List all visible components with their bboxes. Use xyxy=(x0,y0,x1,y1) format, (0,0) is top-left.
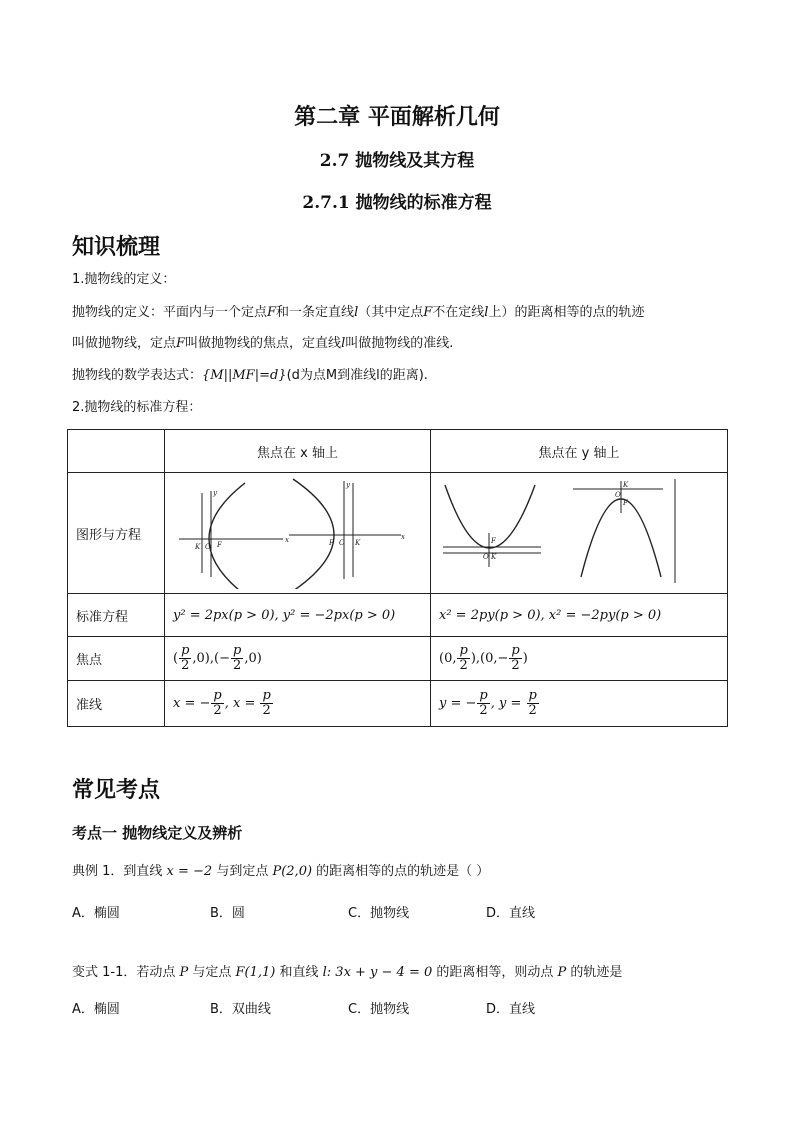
definition-line1: 抛物线的定义：平面内与一个定点F和一条定直线l（其中定点F不在定线l上）的距离相等的点的轨迹 xyxy=(72,305,645,320)
var1-option-a: A．椭圆 xyxy=(72,1002,120,1017)
row-label-graph: 图形与方程 xyxy=(68,473,165,594)
label-x-2: x xyxy=(401,533,405,541)
label-K-3: K xyxy=(491,553,497,561)
graph-x-axis xyxy=(165,473,431,594)
exam-heading: 常见考点 xyxy=(72,778,161,803)
parabola-y-axis-figures xyxy=(431,473,727,589)
directrix-y: y = − $\frac{p}{2}$ , y = $\frac{p}{2}$ xyxy=(431,681,728,727)
ex1-option-c: C．抛物线 xyxy=(348,906,410,921)
graph-y-axis xyxy=(431,473,728,594)
parabola-right xyxy=(209,483,245,589)
label-O-4: O xyxy=(615,491,621,499)
item2-title: 2.抛物线的标准方程： xyxy=(72,400,202,415)
label-F: F xyxy=(217,541,222,549)
var1-option-d: D．直线 xyxy=(486,1002,536,1017)
label-F-2: F xyxy=(329,539,334,547)
parabola-up xyxy=(445,485,535,548)
ex1-option-a: A．椭圆 xyxy=(72,906,120,921)
label-O-2: O xyxy=(339,539,345,547)
label-O-3: O xyxy=(483,553,489,561)
exam-point-1: 考点一 抛物线定义及辨析 xyxy=(72,824,243,842)
row-label-directrix: 准线 xyxy=(68,681,165,727)
parabola-x-axis-figures xyxy=(165,473,430,589)
variant-1-1: 变式 1-1．若动点 P 与定点 F(1,1) 和直线 l: 3x + y − 4 = 0 的距离相等，则动点 P 的轨迹是 xyxy=(72,965,623,980)
std-eq-x: y² = 2px(p > 0), y² = −2px(p > 0) xyxy=(165,594,431,637)
header-y-axis: 焦点在 y 轴上 xyxy=(431,430,728,473)
focus-y: (0, $\frac{p}{2}$ ),(0,− $\frac{p}{2}$ ) xyxy=(431,637,728,681)
var1-option-b: B．双曲线 xyxy=(210,1002,271,1017)
std-eq-y: x² = 2py(p > 0), x² = −2py(p > 0) xyxy=(431,594,728,637)
item1-title: 1.抛物线的定义： xyxy=(72,272,176,287)
header-x-axis: 焦点在 x 轴上 xyxy=(165,430,431,473)
parabola-left xyxy=(293,479,334,589)
row-label-standard: 标准方程 xyxy=(68,594,165,637)
label-K: K xyxy=(195,543,201,551)
math-expression: 抛物线的数学表达式：{M||MF|=d}(d为点M到准线l的距离). xyxy=(72,368,428,383)
table-corner xyxy=(68,430,165,473)
knowledge-heading: 知识梳理 xyxy=(72,235,161,260)
definition-line2: 叫做抛物线，定点F叫做抛物线的焦点，定直线l叫做抛物线的准线. xyxy=(72,336,454,351)
label-y: y xyxy=(213,489,217,497)
example-1: 典例 1．到直线 x = −2 与到定点 P(2,0) 的距离相等的点的轨迹是（ ） xyxy=(72,864,490,879)
directrix-x: x = − $\frac{p}{2}$ , x = $\frac{p}{2}$ xyxy=(165,681,431,727)
var1-option-c: C．抛物线 xyxy=(348,1002,410,1017)
label-F-4: F xyxy=(623,499,628,507)
label-K-2: K xyxy=(355,539,361,547)
ex1-option-d: D．直线 xyxy=(486,906,536,921)
label-K-4: K xyxy=(623,481,629,489)
chapter-title: 第二章 平面解析几何 xyxy=(294,104,500,130)
label-x: x xyxy=(285,536,289,544)
label-y-2: y xyxy=(346,481,350,489)
label-F-3: F xyxy=(491,537,496,545)
section-title: 2.7 抛物线及其方程 xyxy=(319,151,475,171)
label-O: O xyxy=(205,543,211,551)
focus-x: ( $\frac{p}{2}$ ,0),(− $\frac{p}{2}$ ,0) xyxy=(165,637,431,681)
ex1-option-b: B．圆 xyxy=(210,906,245,921)
subsection-title: 2.7.1 抛物线的标准方程 xyxy=(302,193,492,213)
standard-equation-table xyxy=(67,429,728,727)
row-label-focus: 焦点 xyxy=(68,637,165,681)
